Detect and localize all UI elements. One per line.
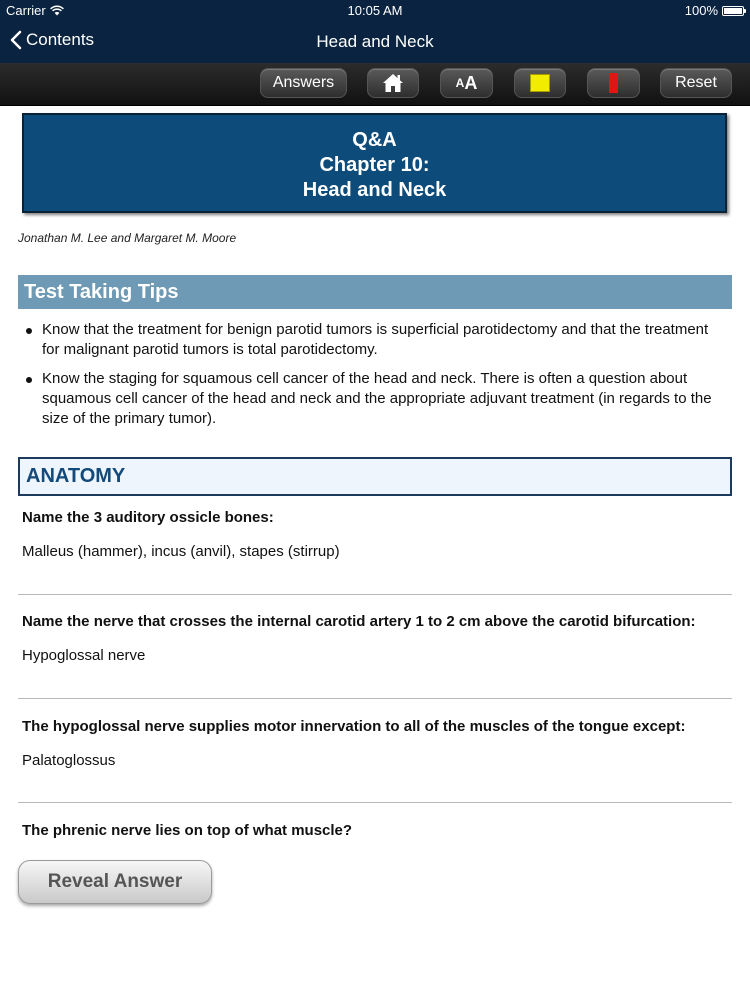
authors: Jonathan M. Lee and Margaret M. Moore — [18, 231, 237, 245]
battery-icon — [722, 6, 744, 16]
banner-line-qa: Q&A — [352, 129, 397, 151]
font-size-button[interactable] — [440, 68, 493, 98]
qa-item — [22, 718, 732, 769]
question: The phrenic nerve lies on top of what muscle? — [22, 822, 353, 839]
status-bar — [0, 0, 750, 22]
banner-line-title: Head and Neck — [302, 179, 447, 201]
answers-button[interactable]: Answers — [260, 68, 347, 98]
back-label: Contents — [26, 30, 95, 49]
question: Name the 3 auditory ossicle bones: — [22, 509, 274, 526]
answer: Palatoglossus — [22, 752, 116, 769]
qa-item — [22, 509, 732, 560]
answer: Hypoglossal nerve — [22, 647, 146, 664]
question: Name the nerve that crosses the internal carotid artery 1 to 2 cm above the carotid bifurcation: — [22, 613, 696, 630]
home-button[interactable] — [367, 68, 419, 98]
flag-button[interactable] — [587, 68, 640, 98]
answer: Malleus (hammer), incus (anvil), stapes (stirrup) — [22, 543, 340, 560]
tips-list — [22, 320, 722, 438]
reset-button[interactable]: Reset — [660, 68, 732, 98]
tip-item: Know the staging for squamous cell cancer of the head and neck. There is often a question about squamous cell cancer of the head and neck and the appropriate adjuvant treatment (in regards to the size of the primary tumor). — [22, 369, 722, 429]
divider — [18, 698, 732, 699]
banner-line-chapter: Chapter 10: — [319, 154, 430, 176]
qa-item — [22, 822, 732, 839]
battery-percent: 100% — [684, 3, 718, 18]
carrier-label: Carrier — [6, 3, 46, 18]
tip-item: Know that the treatment for benign parotid tumors is superficial parotidectomy and that the treatment for malignant parotid tumors is total parotidectomy. — [22, 320, 722, 360]
note-button[interactable] — [514, 68, 566, 98]
font-small-label: A — [455, 76, 465, 90]
home-icon — [382, 73, 404, 93]
qa-item — [22, 613, 732, 664]
flag-icon — [609, 73, 618, 93]
toolbar — [0, 63, 750, 106]
tips-header: Test Taking Tips — [18, 275, 732, 309]
navigation-bar — [0, 22, 750, 63]
status-time: 10:05 AM — [347, 3, 403, 18]
sticky-note-icon — [530, 74, 550, 92]
question: The hypoglossal nerve supplies motor innervation to all of the muscles of the tongue except: — [22, 718, 686, 735]
divider — [18, 594, 732, 595]
section-header-anatomy: ANATOMY — [18, 457, 732, 496]
divider — [18, 802, 732, 803]
nav-title: Head and Neck — [316, 32, 434, 51]
chapter-banner — [22, 113, 727, 213]
font-big-label: A — [464, 73, 478, 93]
reveal-answer-button[interactable]: Reveal Answer — [18, 860, 212, 904]
battery-indicator — [685, 3, 744, 18]
